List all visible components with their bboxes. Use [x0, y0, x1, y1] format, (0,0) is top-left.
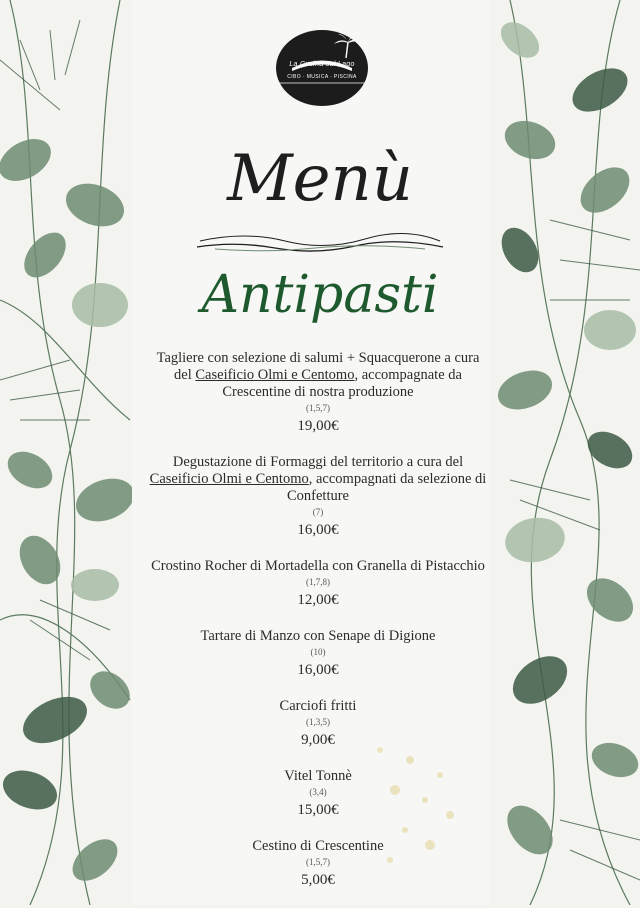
- menu-item-price: 9,00€: [301, 732, 335, 748]
- menu-title-text: Menù: [227, 142, 413, 216]
- menu-item: [138, 350, 498, 436]
- menu-item-name: Crostino Rocher di Mortadella con Granella di Pistacchio: [151, 558, 485, 574]
- menu-item-name: Vitel Tonnè: [284, 768, 352, 784]
- menu-item-name: Tartare di Manzo con Senape di Digione: [200, 628, 436, 644]
- menu-item-allergens: (1,5,7): [306, 857, 330, 867]
- menu-title: [205, 128, 435, 228]
- menu-item-allergens: (7): [312, 507, 324, 517]
- supplier-link: Caseificio Olmi e Centomo: [195, 367, 355, 383]
- menu-item-price: 5,00€: [301, 872, 335, 888]
- right-foliage-decoration: [490, 0, 640, 905]
- menu-item-price: 16,00€: [297, 662, 339, 678]
- menu-item: [138, 628, 498, 680]
- section-title: [201, 250, 439, 338]
- menu-item-allergens: (1,5,7): [306, 403, 330, 413]
- menu-item: [138, 454, 498, 540]
- menu-item-allergens: (1,7,8): [306, 577, 330, 587]
- menu-item-allergens: (10): [310, 647, 326, 657]
- restaurant-logo: [272, 28, 372, 108]
- menu-item-price: 15,00€: [297, 802, 339, 818]
- supplier-link: Caseificio Olmi e Centomo: [149, 471, 309, 487]
- logo-emblem: [272, 28, 372, 108]
- menu-item-name: Tagliere con selezione di salumi + Squacquerone a cura del Caseificio Olmi e Centomo, accompagnate da Crescentine di nostra produzione: [156, 350, 480, 400]
- menu-item-name: Degustazione di Formaggi del territorio a cura del Caseificio Olmi e Centomo, accompagnati da selezione di Confetture: [149, 454, 487, 504]
- menu-item-name: Cestino di Crescentine: [252, 838, 384, 854]
- gold-dots-decoration: [370, 740, 460, 870]
- menu-item-price: 16,00€: [297, 522, 339, 538]
- logo-tagline: CIBO · MUSICA · PISCINA: [287, 74, 357, 80]
- menu-item-allergens: (1,3,5): [306, 717, 330, 727]
- left-foliage-decoration: [0, 0, 135, 905]
- logo-name: La Cucina sul Lago: [289, 61, 355, 68]
- menu-item-price: 19,00€: [297, 418, 339, 434]
- section-title-text: Antipasti: [201, 265, 439, 325]
- menu-item-allergens: (3,4): [309, 787, 327, 797]
- menu-item-price: 12,00€: [297, 592, 339, 608]
- menu-item-name: Carciofi fritti: [279, 698, 357, 714]
- menu-item: [138, 558, 498, 610]
